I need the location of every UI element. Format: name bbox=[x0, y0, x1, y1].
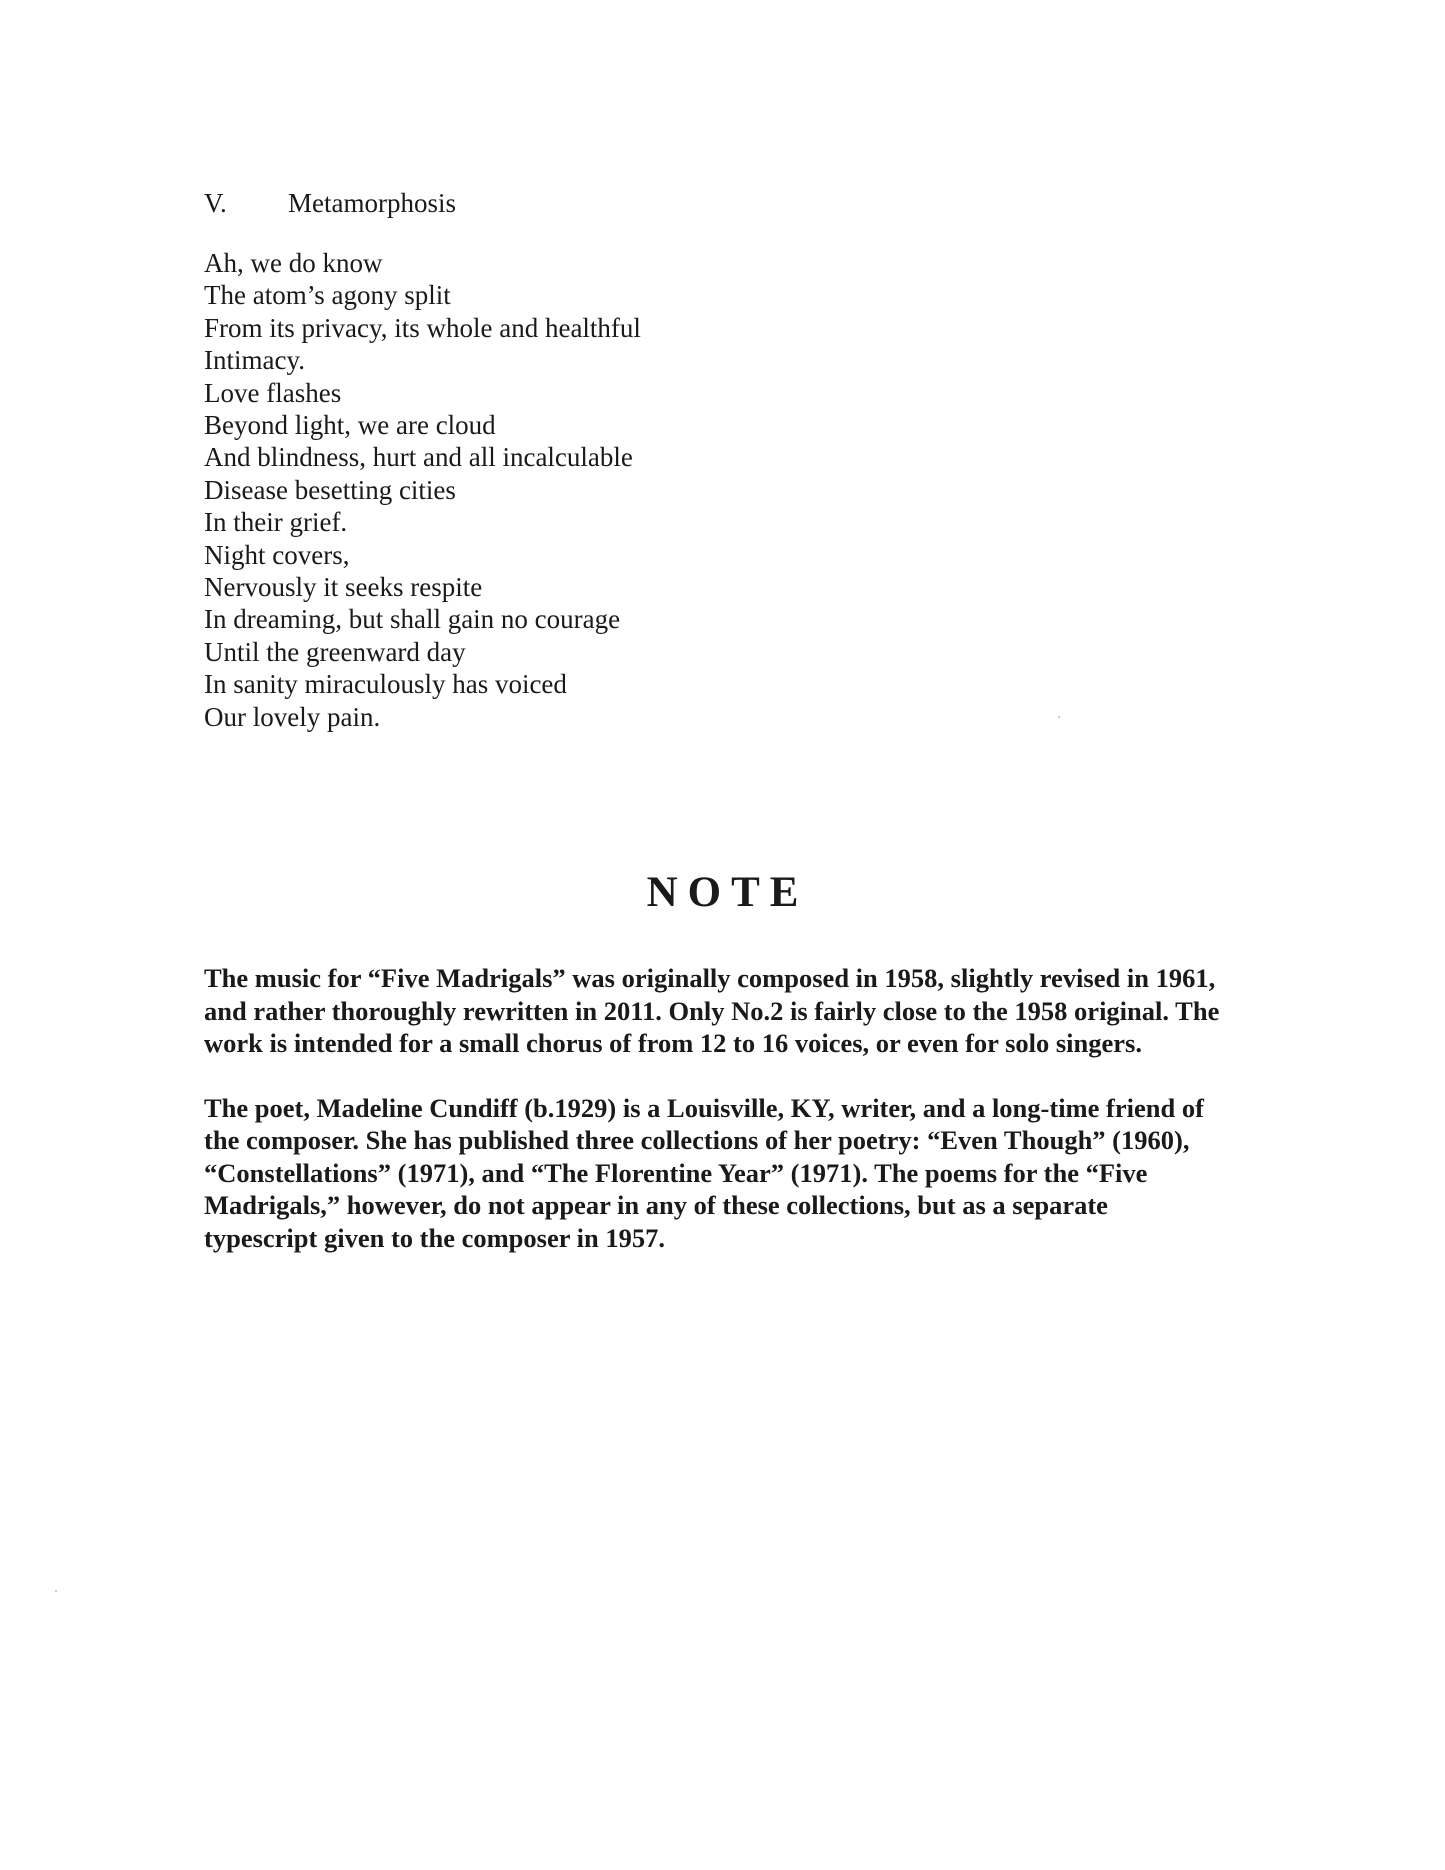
poem-line: Intimacy. bbox=[204, 345, 305, 376]
poem-numeral: V. bbox=[204, 188, 227, 218]
poem-heading bbox=[204, 184, 1104, 222]
poem-line: In dreaming, but shall gain no courage bbox=[204, 604, 621, 635]
note-paragraph: The poet, Madeline Cundiff (b.1929) is a Louisville, KY, writer, and a long-time friend of the composer. She has published three collections of her poetry: “Even Though” (1960), “Constellations” (1971), and “The Florentine Year” (1971). The poems for the “Five Madrigals,” however, do not appear in any of these collections, but as a separate typescript given to the composer in 1957. bbox=[204, 1092, 1204, 1253]
poem-line: Night covers, bbox=[204, 539, 350, 570]
poem-line: Nervously it seeks respite bbox=[204, 572, 483, 603]
poem-line: From its privacy, its whole and healthful bbox=[204, 312, 641, 343]
poem-lines bbox=[204, 247, 1104, 733]
poem-line: And blindness, hurt and all incalculable bbox=[204, 442, 633, 473]
poem-section bbox=[204, 184, 1104, 733]
poem-line: Disease besetting cities bbox=[204, 474, 456, 505]
note-paragraph: The music for “Five Madrigals” was originally composed in 1958, slightly revised in 1961, and rather thoroughly rewritten in 2011. Only No.2 is fairly close to the 1958 original. The work is intended for a small chorus of from 12 to 16 voices, or even for solo singers. bbox=[204, 963, 1220, 1058]
poem-line: In their grief. bbox=[204, 507, 348, 538]
poem-line: Beyond light, we are cloud bbox=[204, 410, 496, 441]
scan-speck bbox=[1058, 716, 1060, 718]
scan-speck bbox=[55, 1590, 57, 1592]
note-title: NOTE bbox=[646, 869, 809, 916]
poem-line: Ah, we do know bbox=[204, 248, 383, 278]
poem-line: The atom’s agony split bbox=[204, 280, 451, 311]
poem-line: Until the greenward day bbox=[204, 636, 466, 667]
note-body bbox=[204, 962, 1224, 1286]
poem-title: Metamorphosis bbox=[288, 188, 456, 218]
poem-line: In sanity miraculously has voiced bbox=[204, 669, 567, 700]
poem-line: Love flashes bbox=[204, 377, 342, 408]
poem-line: Our lovely pain. bbox=[204, 701, 381, 732]
